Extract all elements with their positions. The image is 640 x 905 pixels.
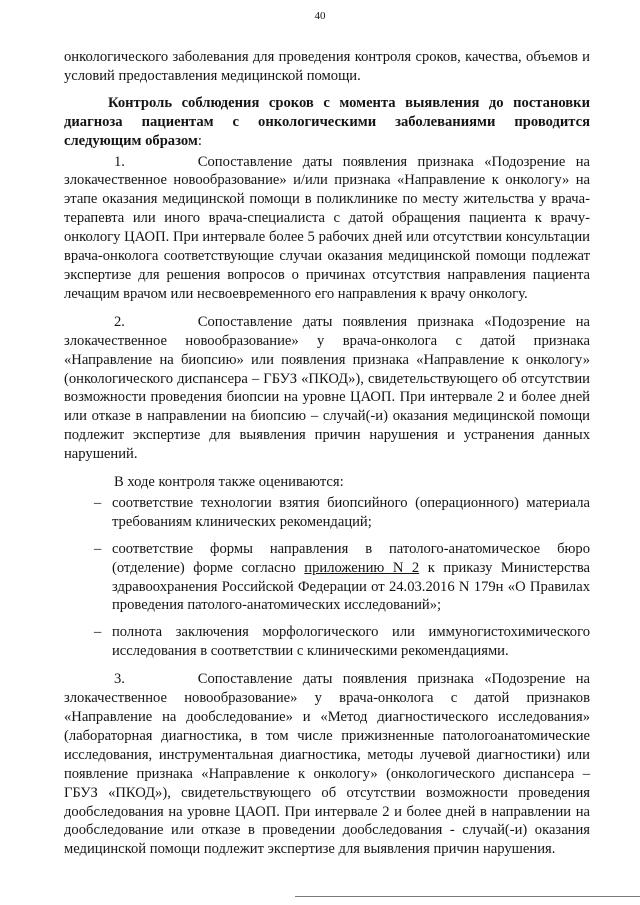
footer-divider [295, 896, 640, 897]
dash-marker: – [94, 494, 102, 511]
control-criteria-list [64, 494, 590, 661]
intro-paragraph: онкологического заболевания для проведения контроля сроков, качества, объемов и условий предоставления медицинской помощи. [64, 49, 590, 84]
paragraph-item-3: 3. Сопоставление даты появления признака «Подозрение на злокачественное новообразование» у врача-онколога с датой признаков «Направление на дообследование» и «Метод диагностического исследования» (лабораторная диагностика, в том числе прижизненные патологоанатомические исследования, инструментальная диагностика, методы лучевой диагностики) или появление признака «Направление к онкологу» (онкологического диспансера – ГБУЗ «ПКОД»), свидетельствующего об отсутствии возможности проведения дообследования на уровне ЦАОП. При интервале 2 и более дней в направлении на дообследование или отказе в проведении дообследования - случай(-и) оказания медицинской помощи подлежит экспертизе для выявления причин нарушения. [64, 671, 590, 858]
section-heading-colon: : [197, 132, 202, 149]
list-item [64, 540, 590, 616]
list-item-text: полнота заключения морфологического или иммуногистохимического исследования в соответствии с клиническими рекомендациями. [112, 624, 590, 660]
list-item [64, 494, 590, 532]
paragraph-item-1: 1. Сопоставление даты появления признака «Подозрение на злокачественное новообразование» и/или признака «Направление к онкологу» на этапе оказания медицинской помощи в поликлинике по месту жительства у врача-терапевта или иного врача-специалиста с датой обращения пациента к врачу-онкологу ЦАОП. При интервале более 5 рабочих дней или отсутствии консультации врача-онколога соответствующие случаи оказания медицинской помощи подлежат экспертизе для решения вопросов о причинах отсутствия направления пациента лечащим врачом или несвоевременного его направления к врачу онкологу. [64, 153, 590, 302]
appendix-link[interactable]: приложению N 2 [304, 559, 420, 576]
document-body [64, 48, 590, 859]
list-item-text-end: к приказу Министерства здравоохранения Российской Федерации от 24.03.2016 N 179н «О Правилах проведения патолого-анатомических исследований»; [112, 559, 590, 614]
list-item-text-start: соответствие формы направления в патолого-анатомическое бюро (отделение) форме согласно [112, 540, 590, 576]
control-intro: В ходе контроля также оцениваются: [114, 474, 344, 491]
page-number: 40 [314, 10, 326, 22]
section-heading-text: Контроль соблюдения сроков с момента выявления до постановки диагноза пациентам с онкологическими заболеваниями проводится следующим образом [64, 94, 590, 149]
section-heading [64, 94, 590, 151]
list-item [64, 623, 590, 661]
dash-marker: – [94, 540, 102, 557]
paragraph-item-2: 2. Сопоставление даты появления признака «Подозрение на злокачественное новообразование» у врача-онколога с датой признака «Направление на биопсию» или появления признака «Направление к онкологу» (онкологического диспансера – ГБУЗ «ПКОД»), свидетельствующего об отсутствии возможности проведения биопсии на уровне ЦАОП. При интервале 2 и более дней или отказе в направлении на биопсию – случай(-и) оказания медицинской помощи подлежит экспертизе для выявления причин нарушения и устранения данных нарушений. [64, 313, 590, 463]
list-item-text: соответствие технологии взятия биопсийного (операционного) материала требованиям клинических рекомендаций; [112, 494, 590, 530]
dash-marker: – [94, 624, 102, 641]
